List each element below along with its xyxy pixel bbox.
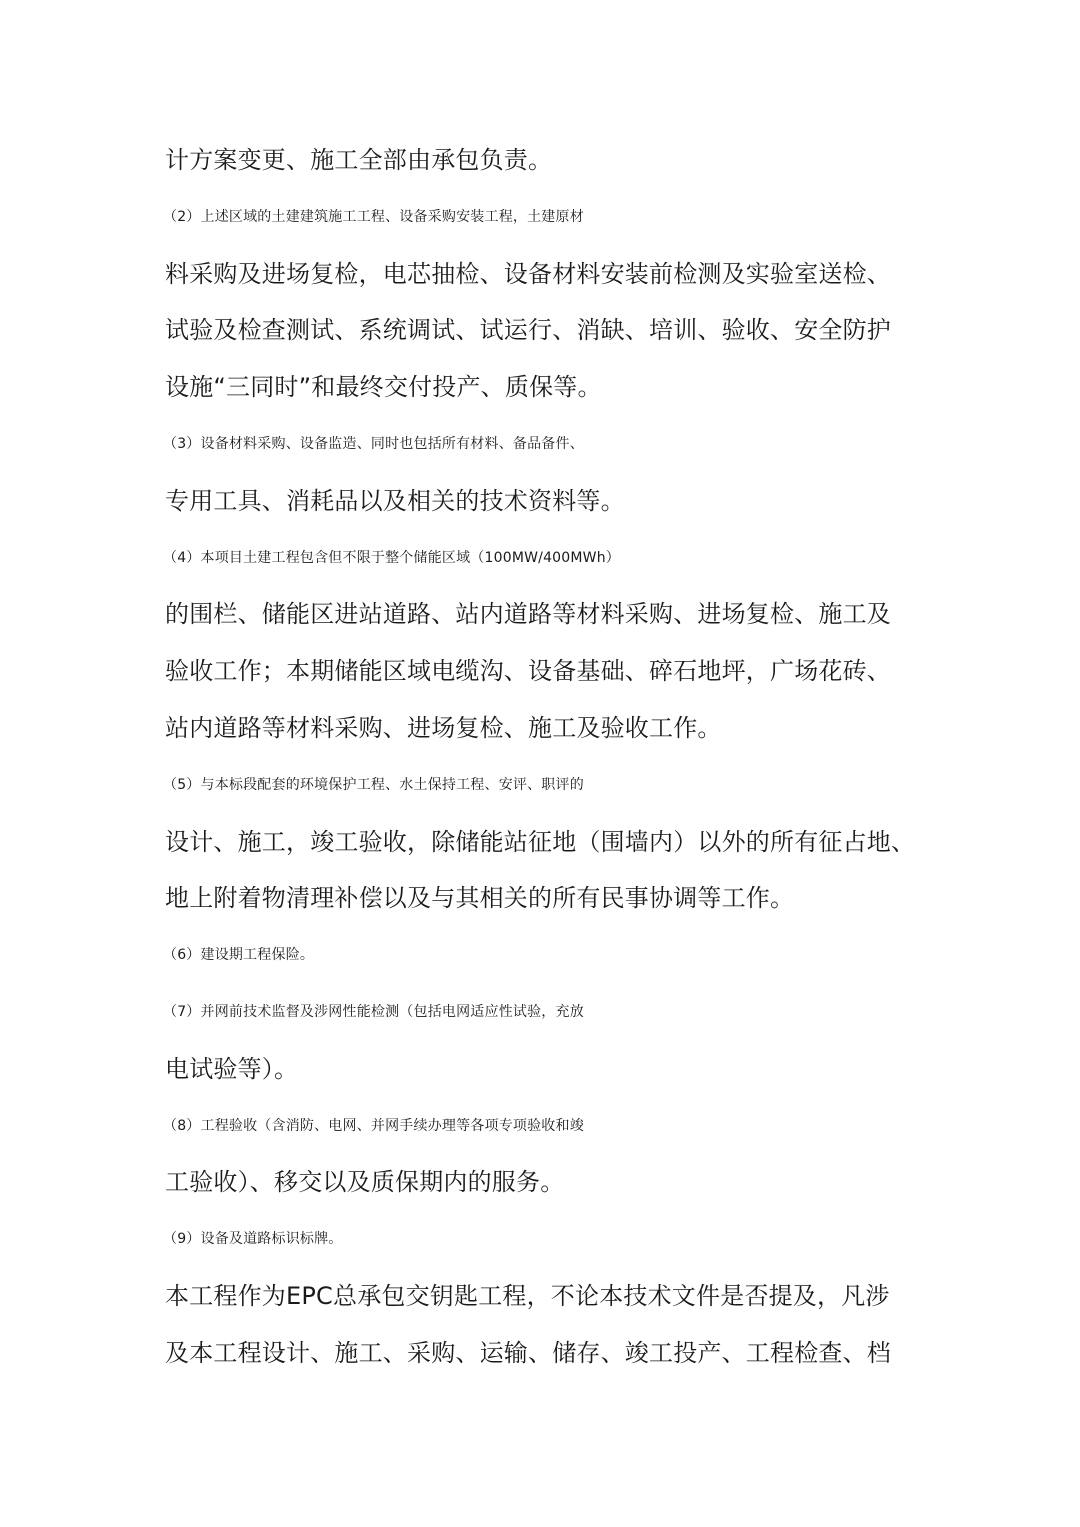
text-line: 设施“三同时”和最终交付投产、质保等。 <box>165 373 602 402</box>
text-line: （2）上述区域的土建建筑施工工程、设备采购安装工程，土建原材 <box>163 208 584 225</box>
text-line: （4）本项目土建工程包含但不限于整个储能区域（100MW/400MWh） <box>163 549 620 566</box>
text-line: 计方案变更、施工全部由承包负责。 <box>165 146 553 174</box>
text-line: 料采购及进场复检，电芯抽检、设备材料安装前检测及实验室送检、 <box>165 259 891 288</box>
text-line: 地上附着物清理补偿以及与其相关的所有民事协调等工作。 <box>165 884 795 913</box>
text-line: 专用工具、消耗品以及相关的技术资料等。 <box>165 486 625 515</box>
text-line: （9）设备及道路标识标牌。 <box>163 1231 343 1248</box>
text-line: 电试验等）。 <box>165 1054 299 1083</box>
text-line: （3）设备材料采购、设备监造、同时也包括所有材料、备品备件、 <box>163 435 584 452</box>
text-line: （7）并网前技术监督及涉网性能检测（包括电网适应性试验，充放 <box>163 1003 584 1020</box>
text-line: （5）与本标段配套的环境保护工程、水土保持工程、安评、职评的 <box>163 776 584 793</box>
text-line: 试验及检查测试、系统调试、试运行、消缺、培训、验收、安全防护 <box>165 316 891 345</box>
document-body <box>165 132 925 1382</box>
text-line: 工验收）、移交以及质保期内的服务。 <box>165 1168 565 1197</box>
text-line: 验收工作；本期储能区域电缆沟、设备基础、碎石地坪，广场花砖、 <box>165 657 891 686</box>
text-line: （8）工程验收（含消防、电网、并网手续办理等各项专项验收和竣 <box>163 1117 584 1134</box>
text-line: 站内道路等材料采购、进场复检、施工及验收工作。 <box>165 713 722 742</box>
text-line: 的围栏、储能区进站道路、站内道路等材料采购、进场复检、施工及 <box>165 600 891 629</box>
text-line: 设计、施工，竣工验收，除储能站征地（围墙内）以外的所有征占地、 <box>165 827 916 856</box>
text-line: 及本工程设计、施工、采购、运输、储存、竣工投产、工程检查、档 <box>165 1338 891 1367</box>
text-line: 本工程作为EPC总承包交钥匙工程，不论本技术文件是否提及，凡涉 <box>165 1281 890 1310</box>
text-line: （6）建设期工程保险。 <box>163 947 315 964</box>
